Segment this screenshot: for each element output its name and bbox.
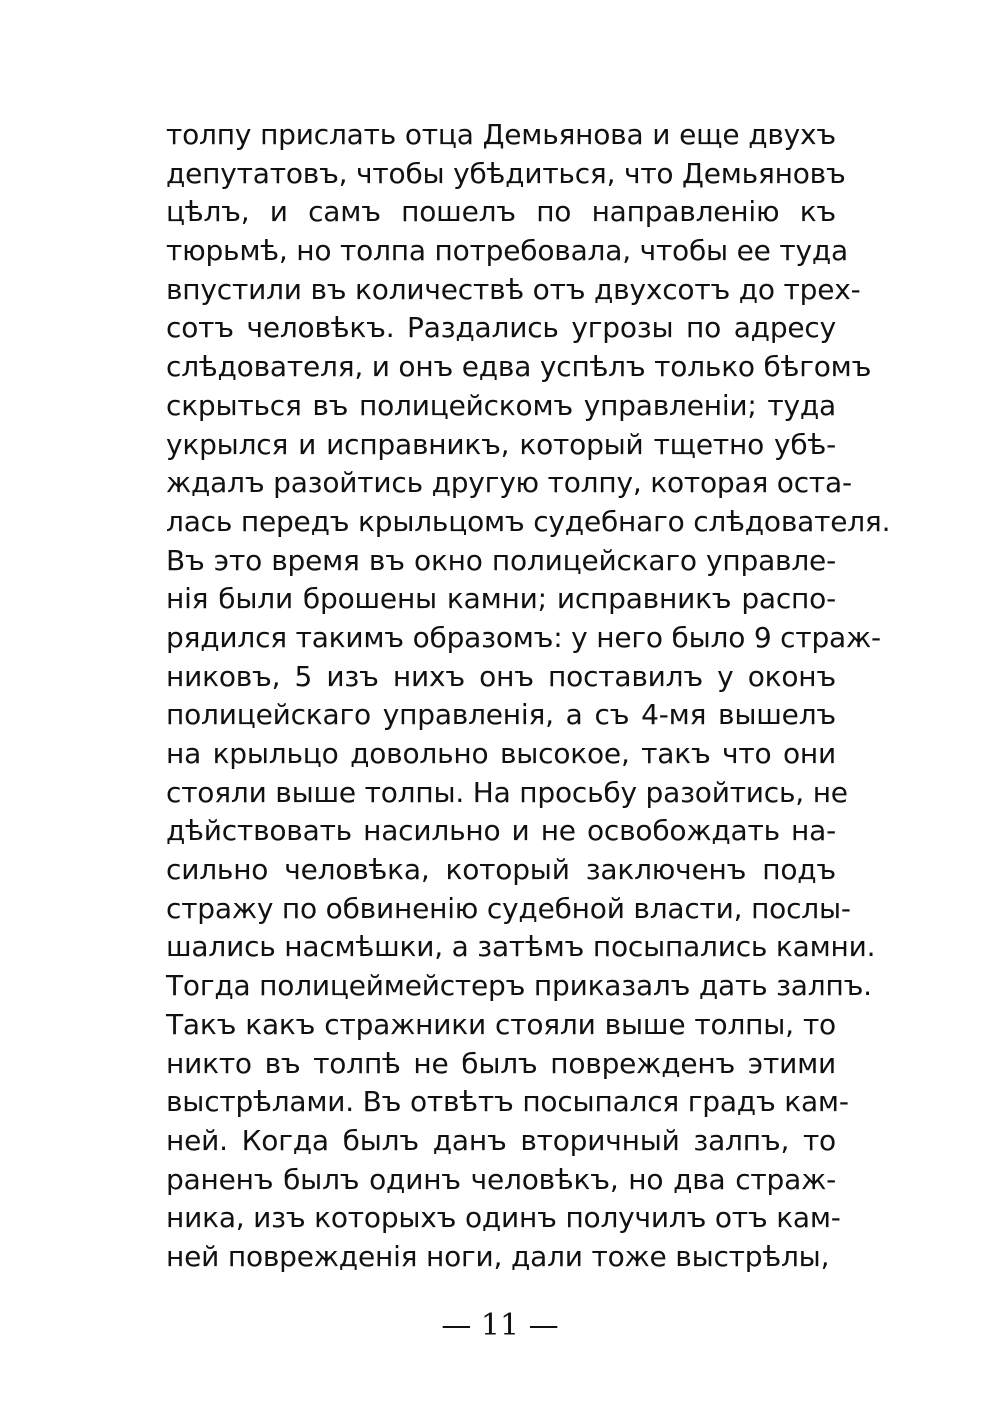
text-line: укрылся и исправникъ, который тщетно убѣ-: [166, 427, 836, 461]
text-line: сотъ человѣкъ. Раздались угрозы по адресу: [166, 311, 836, 345]
text-line: нія были брошены камни; исправникъ распо-: [166, 582, 836, 616]
text-line: слѣдователя, и онъ едва успѣлъ только бѣгомъ: [166, 350, 872, 384]
text-line: дѣйствовать насильно и не освобождать на-: [166, 814, 836, 848]
text-line: никто въ толпѣ не былъ поврежденъ этими: [166, 1046, 836, 1080]
text-line: толпу прислать отца Демьянова и еще двухъ: [166, 118, 836, 151]
text-line: впустили въ количествѣ отъ двухсотъ до трех-: [166, 272, 861, 306]
text-line: полицейскаго управленія, а съ 4-мя вышелъ: [166, 698, 836, 732]
text-line: ника, изъ которыхъ одинъ получилъ отъ кам-: [166, 1201, 841, 1235]
text-line: шались насмѣшки, а затѣмъ посыпались камни.: [166, 930, 876, 964]
text-line: Тогда полицеймейстеръ приказалъ дать залпъ.: [166, 969, 872, 1003]
text-line: Въ это время въ окно полицейскаго управле-: [166, 543, 836, 577]
text-line: стражу по обвиненію судебной власти, послы-: [166, 891, 851, 925]
text-line: выстрѣлами. Въ отвѣтъ посыпался градъ кам-: [166, 1085, 849, 1119]
text-line: ней поврежденія ноги, дали тоже выстрѣлы,: [166, 1239, 830, 1273]
page-number: — 11 —: [441, 1308, 559, 1343]
text-line: рядился такимъ образомъ: у него было 9 страж-: [166, 620, 881, 654]
text-line: цѣлъ, и самъ пошелъ по направленію къ: [166, 195, 836, 229]
text-line: стояли выше толпы. На просьбу разойтись, не: [166, 775, 848, 809]
text-line: депутатовъ, чтобы убѣдиться, что Демьяновъ: [166, 156, 846, 190]
body-text: [166, 116, 891, 1277]
text-line: на крыльцо довольно высокое, такъ что они: [166, 737, 836, 770]
text-line: Такъ какъ стражники стояли выше толпы, то: [166, 1007, 836, 1041]
text-line: ждалъ разойтись другую толпу, которая оста-: [166, 466, 852, 500]
text-line: лась передъ крыльцомъ судебнаго слѣдователя.: [166, 504, 891, 538]
text-line: ней. Когда былъ данъ вторичный залпъ, то: [166, 1123, 836, 1157]
text-line: никовъ, 5 изъ нихъ онъ поставилъ у оконъ: [166, 659, 836, 693]
text-line: раненъ былъ одинъ человѣкъ, но два страж-: [166, 1162, 836, 1196]
text-line: тюрьмѣ, но толпа потребовала, чтобы ее туда: [166, 234, 849, 268]
text-line: сильно человѣка, который заключенъ подъ: [166, 853, 836, 887]
text-line: скрыться въ полицейскомъ управленіи; туда: [166, 388, 836, 422]
